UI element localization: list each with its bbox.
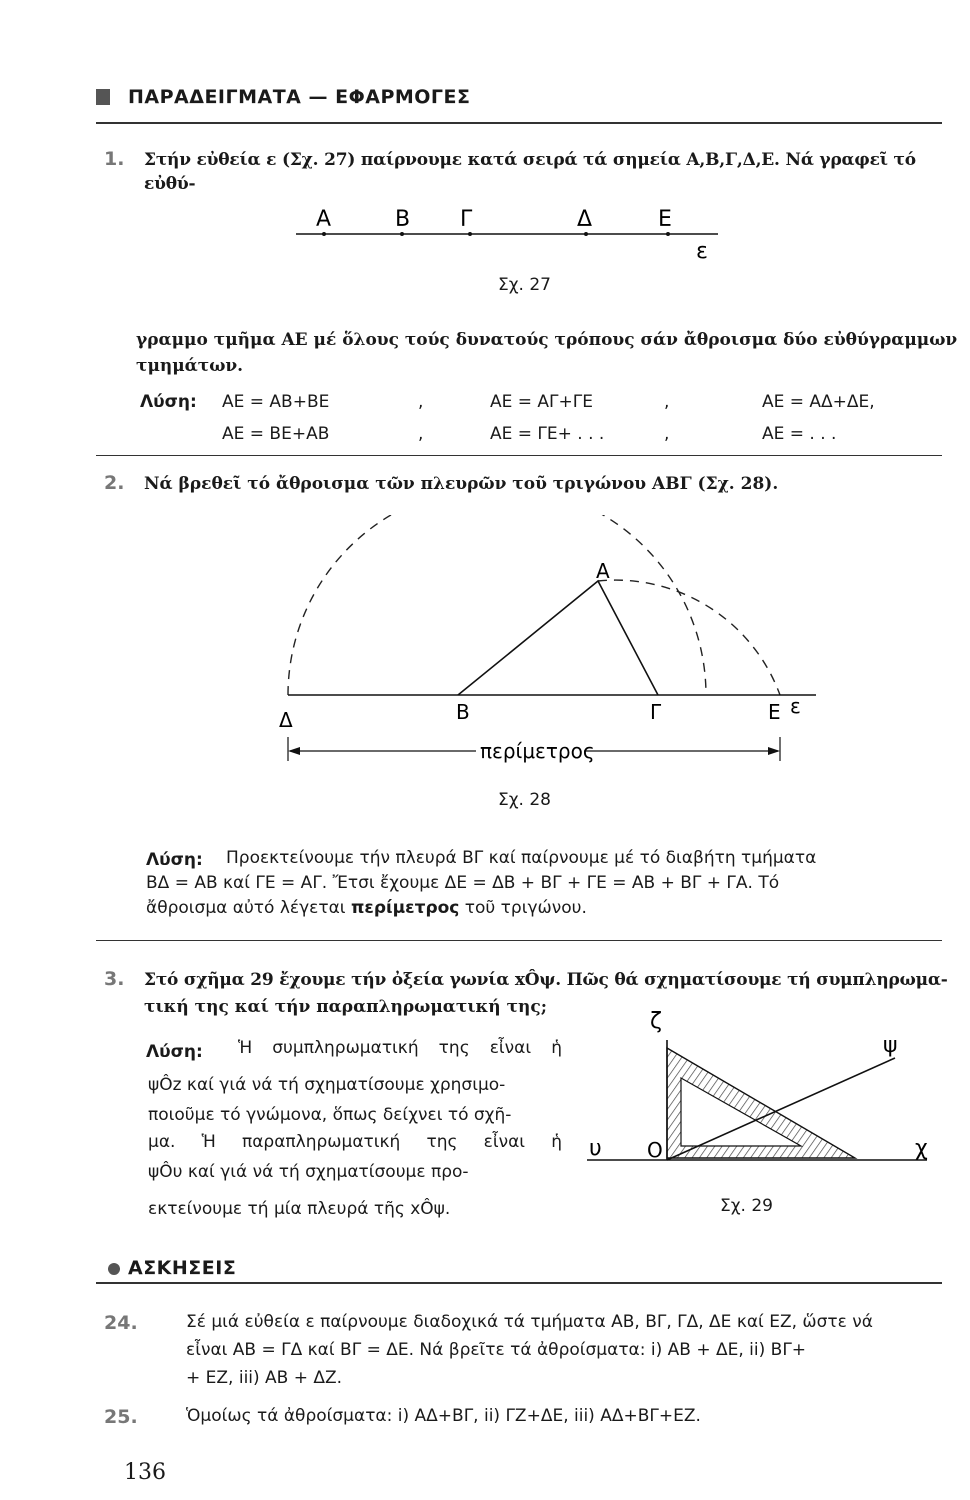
sum-expression: ΑΕ = ΓΕ+ . . . bbox=[490, 424, 605, 444]
solution-label: Λύση: bbox=[146, 850, 203, 870]
section-bullet-dot bbox=[108, 1263, 120, 1275]
solution-text: ψÔz καί γιά νά τή σχηματίσουμε χρησιμο- bbox=[148, 1075, 506, 1095]
figure-caption: Σχ. 27 bbox=[498, 275, 552, 295]
section-title-exercises: ΑΣΚΗΣΕΙΣ bbox=[128, 1257, 237, 1279]
vertex-label: Γ bbox=[650, 700, 662, 724]
solution-text: ποιοῦμε τό γνώμονα, ὅπως δείχνει τό σχῆ- bbox=[148, 1105, 512, 1125]
separator: , bbox=[664, 392, 670, 412]
solution-text: Ἡ συμπληρωματική της εἶναι ἡ bbox=[238, 1038, 562, 1058]
example-statement: τμημάτων. bbox=[136, 356, 244, 376]
separator: , bbox=[664, 424, 670, 444]
exercise-text: + ΕΖ, iii) ΑΒ + ΔΖ. bbox=[186, 1368, 343, 1388]
line-label: ε bbox=[696, 239, 708, 264]
example-number: 1. bbox=[104, 148, 125, 170]
ray-label: ζ bbox=[650, 1009, 662, 1034]
figure-27 bbox=[260, 200, 730, 270]
sum-expression: ΑΕ = . . . bbox=[762, 424, 837, 444]
divider bbox=[96, 455, 942, 456]
line-label: ε bbox=[790, 694, 801, 718]
point-label: Γ bbox=[460, 207, 473, 232]
separator: , bbox=[418, 392, 424, 412]
point-label: Α bbox=[316, 207, 332, 232]
solution-text: ψÔυ καί γιά νά τή σχηματίσουμε προ- bbox=[148, 1162, 469, 1182]
solution-text bbox=[146, 896, 587, 920]
separator: , bbox=[418, 424, 424, 444]
example-number: 2. bbox=[104, 472, 125, 494]
example-statement: Νά βρεθεῖ τό ἄθροισμα τῶν πλευρῶν τοῦ τριγώνου ΑΒΓ (Σχ. 28). bbox=[144, 474, 779, 494]
section-bullet-square bbox=[96, 89, 110, 105]
ray-label: υ bbox=[589, 1136, 602, 1161]
vertex-label: Α bbox=[596, 559, 610, 583]
solution-text: εκτείνουμε τή μία πλευρά τῆς xÔψ. bbox=[148, 1199, 451, 1219]
divider bbox=[96, 940, 942, 941]
vertex-label: Β bbox=[456, 700, 470, 724]
example-statement: γραμμο τμῆμα ΑΕ μέ ὅλους τούς δυνατούς τρόπους σάν ἄθροισμα δύο εὐθύγραμμων bbox=[136, 330, 958, 350]
exercise-text: Σέ μιά εὐθεία ε παίρνουμε διαδοχικά τά τμήματα ΑΒ, ΒΓ, ΓΔ, ΔΕ καί ΕΖ, ὥστε νά bbox=[186, 1312, 873, 1332]
example-statement: Στό σχῆμα 29 ἔχουμε τήν ὀξεία γωνία xÔψ. Πῶς θά σχηματίσουμε τή συμπληρωμα- bbox=[144, 970, 948, 990]
exercise-number: 25. bbox=[104, 1406, 138, 1428]
example-number: 3. bbox=[104, 968, 125, 990]
point-label: Β bbox=[395, 207, 411, 232]
vertex-label: Δ bbox=[279, 708, 293, 732]
example-statement: τική της καί τήν παραπληρωματική της; bbox=[144, 997, 547, 1017]
vertex-label: Ε bbox=[768, 700, 781, 724]
solution-text: Προεκτείνουμε τήν πλευρά ΒΓ καί παίρνουμε μέ τό διαβήτη τμήματα bbox=[226, 848, 817, 868]
solution-text-part: τοῦ τριγώνου. bbox=[464, 898, 587, 918]
section-title-examples: ΠΑΡΑΔΕΙΓΜΑΤΑ — ΕΦΑΡΜΟΓΕΣ bbox=[128, 86, 471, 108]
page-number: 136 bbox=[124, 1460, 166, 1485]
exercise-number: 24. bbox=[104, 1312, 138, 1334]
solution-label: Λύση: bbox=[146, 1042, 203, 1062]
solution-label: Λύση: bbox=[140, 392, 197, 412]
example-statement: Στήν εὐθεία ε (Σχ. 27) παίρνουμε κατά σειρά τά σημεία Α,Β,Γ,Δ,Ε. Νά γραφεῖ τό εὐθύ- bbox=[144, 150, 916, 194]
solution-text-part: ἄθροισμα αὐτό λέγεται bbox=[146, 898, 346, 918]
ray-label: χ bbox=[915, 1136, 928, 1161]
sum-expression: ΑΕ = ΑΒ+ΒΕ bbox=[222, 392, 330, 412]
exercise-text: Ὁμοίως τά ἀθροίσματα: i) ΑΔ+ΒΓ, ii) ΓΖ+ΔΕ, iii) ΑΔ+ΒΓ+ΕΖ. bbox=[186, 1406, 701, 1426]
sum-expression: ΑΕ = ΒΕ+ΑΒ bbox=[222, 424, 330, 444]
ray-label: ψ bbox=[883, 1033, 898, 1058]
figure-29 bbox=[575, 1000, 945, 1175]
vertex-label: Ο bbox=[647, 1138, 663, 1162]
point-label: Δ bbox=[577, 207, 593, 232]
term-perimeter: περίμετρος bbox=[350, 898, 460, 918]
sum-expression: ΑΕ = ΑΓ+ΓΕ bbox=[490, 392, 593, 412]
figure-caption: Σχ. 29 bbox=[720, 1196, 774, 1216]
point-label: Ε bbox=[658, 207, 672, 232]
solution-text: μα. Ἡ παραπληρωματική της εἶναι ἡ bbox=[148, 1132, 562, 1152]
perimeter-label: περίμετρος bbox=[480, 739, 595, 763]
sum-expression: ΑΕ = ΑΔ+ΔΕ, bbox=[762, 392, 875, 412]
section-rule bbox=[96, 1282, 942, 1284]
solution-text: ΒΔ = ΑΒ καί ΓΕ = ΑΓ. Ἔτσι ἔχουμε ΔΕ = ΔΒ + ΒΓ + ΓΕ = ΑΒ + ΒΓ + ΓΑ. Τό bbox=[146, 873, 780, 893]
section-rule bbox=[96, 122, 942, 124]
figure-28 bbox=[250, 515, 830, 765]
figure-caption: Σχ. 28 bbox=[498, 790, 552, 810]
exercise-text: εἶναι ΑΒ = ΓΔ καί ΒΓ = ΔΕ. Νά βρεῖτε τά ἀθροίσματα: i) ΑΒ + ΔΕ, ii) ΒΓ+ bbox=[186, 1340, 807, 1360]
